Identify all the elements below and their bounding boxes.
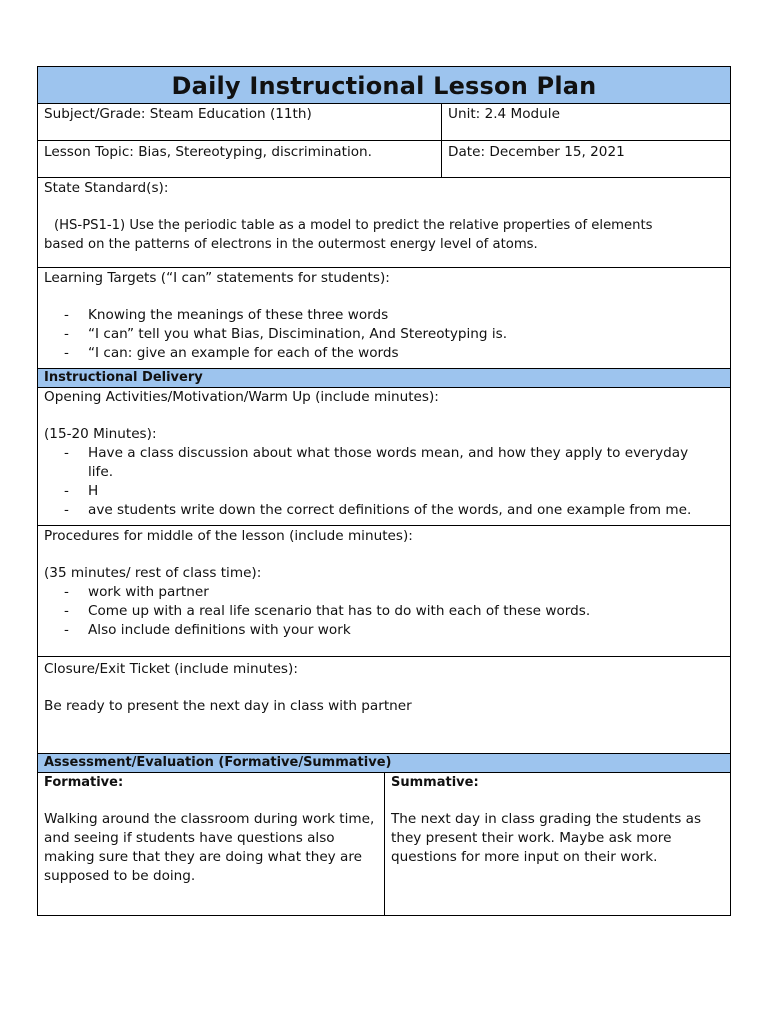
summative-text: The next day in class grading the students as they present their work. Maybe ask more questions for more input on their work. [391, 811, 702, 865]
lesson-date: Date: December 15, 2021 [448, 144, 625, 160]
list-item: - ave students write down the correct definitions of the words, and one example from me. [64, 501, 724, 520]
summative-cell [385, 773, 731, 916]
title-header [38, 67, 731, 104]
unit: Unit: 2.4 Module [448, 106, 560, 122]
procedures-list [44, 583, 724, 640]
instructional-delivery-bar [38, 369, 731, 388]
state-standards-label: State Standard(s): [44, 180, 169, 196]
lesson-topic: Lesson Topic: Bias, Stereotyping, discrimination. [44, 144, 372, 160]
list-item: - work with partner [64, 583, 724, 602]
learning-targets-label: Learning Targets (“I can” statements for students): [44, 270, 390, 286]
closure-label: Closure/Exit Ticket (include minutes): [44, 661, 298, 677]
state-standards-line-2: based on the patterns of electrons in the outermost energy level of atoms. [44, 237, 538, 252]
closure-text: Be ready to present the next day in class with partner [44, 698, 412, 714]
list-item: - Come up with a real life scenario that has to do with each of these words. [64, 602, 724, 621]
state-standards-line-1: (HS-PS1-1) Use the periodic table as a model to predict the relative properties of elements [54, 218, 653, 233]
closure-cell [38, 657, 731, 754]
lesson-topic-cell [38, 141, 442, 178]
list-item: - “I can: give an example for each of the words [64, 344, 724, 363]
subject-grade-cell [38, 104, 442, 141]
formative-cell [38, 773, 385, 916]
date-cell [442, 141, 731, 178]
opening-list [44, 444, 724, 520]
procedures-cell [38, 526, 731, 657]
state-standards-cell [38, 178, 731, 268]
learning-targets-cell [38, 268, 731, 369]
summative-label: Summative: [391, 775, 479, 790]
subject-grade: Subject/Grade: Steam Education (11th) [44, 106, 312, 122]
list-item: - H [64, 482, 724, 501]
formative-label: Formative: [44, 775, 124, 790]
instructional-delivery-heading: Instructional Delivery [44, 370, 203, 385]
assessment-bar [38, 754, 731, 773]
procedures-label: Procedures for middle of the lesson (include minutes): [44, 528, 413, 544]
list-item: - Knowing the meanings of these three words [64, 306, 724, 325]
lesson-plan-table [37, 66, 731, 916]
page-title: Daily Instructional Lesson Plan [171, 71, 597, 100]
formative-text: Walking around the classroom during work time, and seeing if students have questions also making sure that they are doing what they are supposed to be doing. [44, 811, 375, 884]
opening-time: (15-20 Minutes): [44, 426, 157, 442]
list-item: - Have a class discussion about what those words mean, and how they apply to everyday life. [64, 444, 724, 482]
procedures-time: (35 minutes/ rest of class time): [44, 565, 262, 581]
learning-targets-list [44, 306, 724, 363]
list-item: - Also include definitions with your work [64, 621, 724, 640]
assessment-heading: Assessment/Evaluation (Formative/Summative) [44, 755, 392, 770]
opening-label: Opening Activities/Motivation/Warm Up (include minutes): [44, 389, 439, 405]
list-item: - “I can” tell you what Bias, Discimination, And Stereotyping is. [64, 325, 724, 344]
unit-cell [442, 104, 731, 141]
opening-activities-cell [38, 388, 731, 526]
